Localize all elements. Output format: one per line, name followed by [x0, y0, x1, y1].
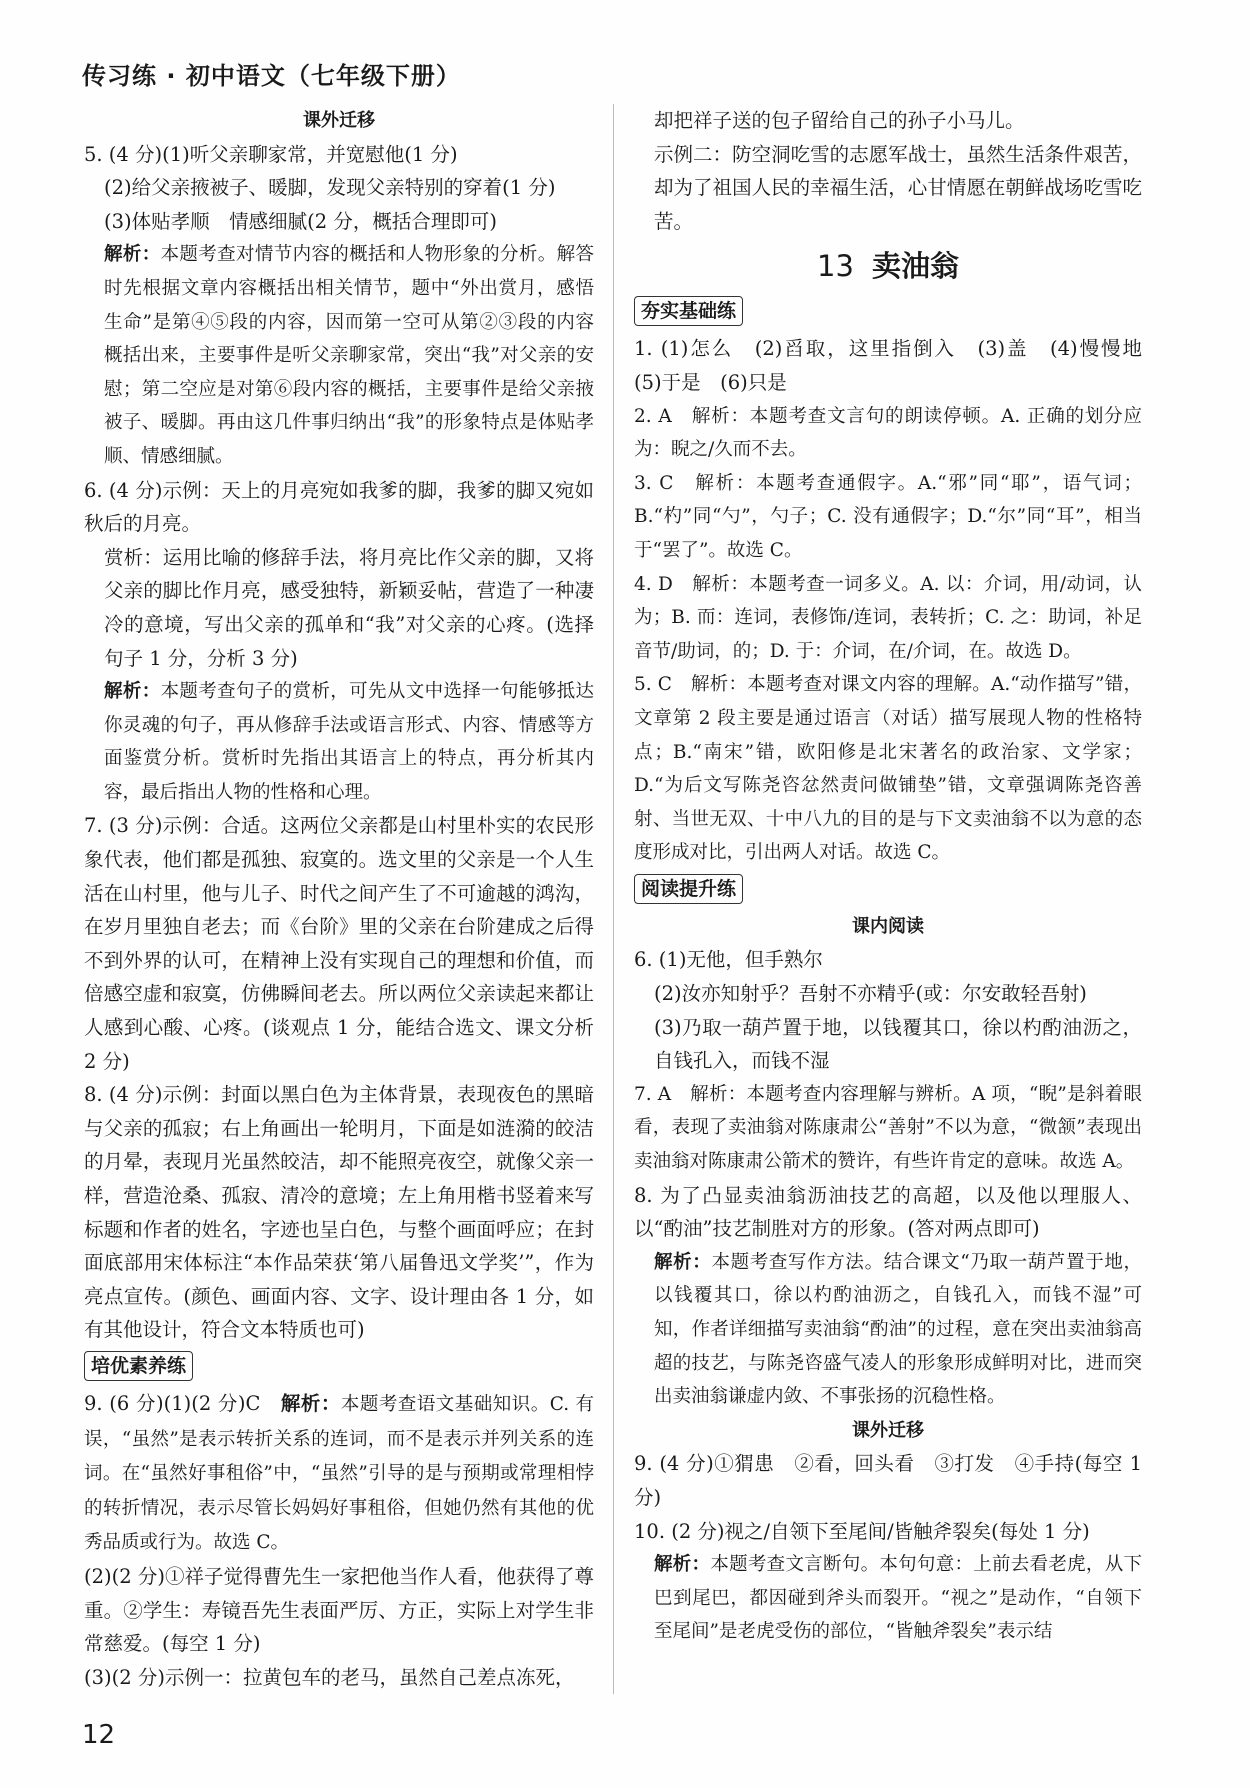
- q5-line2: (2)给父亲掖被子、暖脚，发现父亲特别的穿着(1 分): [104, 176, 556, 200]
- analysis-label: 解析：: [280, 1391, 341, 1415]
- analysis-label: 解析：: [104, 244, 161, 266]
- q9-cont2: 示例二：防空洞吃雪的志愿军战士，虽然生活条件艰苦，却为了祖国人民的幸福生活，心甘情愿在朝鲜战场吃雪吃苦。: [654, 142, 1142, 233]
- q6-analysis: [84, 675, 594, 809]
- q9-part2: (2)(2 分)①祥子觉得曹先生一家把他当作人看，他获得了尊重。②学生：寿镜吾先生表面严厉、方正，实际上对学生非常慈爱。(每空 1 分): [84, 1564, 594, 1656]
- q9-part1: [84, 1387, 594, 1560]
- analysis-text: 本题考查对情节内容的概括和人物形象的分析。解答时先根据文章内容概括出相关情节，题中“外出赏月，感悟生命”是第④⑤段的内容，因而第一空可从第②③段的内容概括出来，主要事件是听父亲聊家常，突出“我”对父亲的安慰；第二空应是对第⑥段内容的概括，主要事件是给父亲掖被子、暖脚。再由这几件事归纳出“我”的形象特点是体贴孝顺、情感细腻。: [104, 244, 594, 467]
- section-yuedu: 阅读提升练: [634, 874, 743, 904]
- q5-line3: (3)体贴孝顺 情感细腻(2 分，概括合理即可): [104, 209, 497, 233]
- q9-part3: (3)(2 分)示例一：拉黄包车的老马，虽然自己差点冻死，: [84, 1665, 575, 1689]
- left-column: [84, 104, 594, 1694]
- q9-answer: 9. (6 分)(1)(2 分)C: [84, 1391, 281, 1415]
- r-q4: 4. D 解析：本题考查一词多义。A. 以：介词，用/动词，认为；B. 而：连词，表修饰/连词，表转折；C. 之：助词，补足音节/助词，的；D. 于：介词，在/介词，在。故选 D。: [634, 573, 1142, 662]
- q9-cont1: 却把祥子送的包子留给自己的孙子小马儿。: [654, 109, 1025, 132]
- r-q6-1: 6. (1)无他，但手熟尔: [634, 948, 823, 972]
- analysis-label: 解析：: [104, 681, 161, 703]
- r-q6-3: (3)乃取一葫芦置于地，以钱覆其口，徐以杓酌油沥之，自钱孔入，而钱不湿: [654, 1015, 1142, 1073]
- q7-text: 7. (3 分)示例：合适。这两位父亲都是山村里朴实的农民形象代表，他们都是孤独、寂寞的。选文里的父亲是一个人生活在山村里，他与儿子、时代之间产生了不可逾越的鸿沟，在岁月里独自老去；而《台阶》里的父亲在台阶建成之后得不到外界的认可，在精神上没有实现自己的理想和价值，而倍感空虚和寂寞，仿佛瞬间老去。所以两位父亲读起来都让人感到心酸、心疼。(谈观点 1 分，能结合选文、课文分析 2 分): [84, 814, 594, 1073]
- r-q3: 3. C 解析：本题考查通假字。A.“邪”同“耶”，语气词；B.“杓”同“勺”，勺子；C. 没有通假字；D.“尔”同“耳”，相当于“罢了”。故选 C。: [634, 472, 1142, 561]
- r-q1: 1. (1)怎么 (2)舀取，这里指倒入 (3)盖 (4)慢慢地 (5)于是 (6)只是: [634, 337, 1162, 394]
- lesson-heading: [634, 244, 1142, 288]
- subheading-kenei: 课内阅读: [852, 915, 924, 937]
- page-number: 12: [82, 1720, 116, 1750]
- q5-line1: 5. (4 分)(1)听父亲聊家常，并宽慰他(1 分): [84, 142, 458, 166]
- lesson-title: 卖油翁: [871, 249, 959, 284]
- q5-analysis: [84, 238, 594, 473]
- analysis-text: 本题考查文言断句。本句句意：上前去看老虎，从下巴到尾巴，都因碰到斧头而裂开。“视之”是动作，“自领下至尾间”是老虎受伤的部位，“皆触斧裂矣”表示结: [654, 1554, 1142, 1643]
- r-q9: 9. (4 分)①猬患 ②看，回头看 ③打发 ④手持(每空 1 分): [634, 1452, 1142, 1509]
- subheading-kewai: 课外迁移: [303, 110, 375, 131]
- r-q6-2: (2)汝亦知射乎？吾射不亦精乎(或：尔安敢轻吾射): [654, 982, 1087, 1006]
- r-q7: 7. A 解析：本题考查内容理解与辨析。A 项，“睨”是斜着眼看，表现了卖油翁对陈康肃公“善射”不以为意，“微颔”表现出卖油翁对陈康肃公箭术的赞许，有些许肯定的意味。故选 A。: [634, 1083, 1142, 1173]
- page-header-title: 传习练 · 初中语文（七年级下册）: [82, 62, 461, 90]
- r-q5: 5. C 解析：本题考查对课文内容的理解。A.“动作描写”错，文章第 2 段主要是通过语言（对话）描写展现人物的性格特点；B.“南宋”错，欧阳修是北宋著名的政治家、文学家；D.“为后文写陈尧咨忿然责问做铺垫”错，文章强调陈尧咨善射、当世无双、十中八九的目的是与下文卖油翁不以为意的态度形成对比，引出两人对话。故选 C。: [634, 674, 1142, 864]
- analysis-label: 解析：: [654, 1554, 711, 1576]
- analysis-text: 本题考查语文基础知识。C. 有误，“虽然”是表示转折关系的连词，而不是表示并列关系的连词。在“虽然好事租俗”中，“虽然”引导的是与预期或常理相悖的转折情况，表示尽管长妈妈好事租俗，但她仍然有其他的优秀品质或行为。故选 C。: [84, 1393, 594, 1554]
- right-column: [634, 104, 1162, 1649]
- r-q8: 8. 为了凸显卖油翁沥油技艺的高超，以及他以理服人、以“酌油”技艺制胜对方的形象。(答对两点即可): [634, 1183, 1142, 1241]
- subheading-kewai-right: 课外迁移: [852, 1419, 924, 1441]
- analysis-label: 解析：: [654, 1251, 712, 1273]
- r-q10: 10. (2 分)视之/自领下至尾间/皆触斧裂矣(每处 1 分): [634, 1519, 1090, 1543]
- q6-line1: 6. (4 分)示例：天上的月亮宛如我爹的脚，我爹的脚又宛如秋后的月亮。: [84, 478, 594, 536]
- q6-appreciation: 赏析：运用比喻的修辞手法，将月亮比作父亲的脚，又将父亲的脚比作月亮，感受独特，新颖妥帖，营造了一种凄冷的意境，写出父亲的孤单和“我”对父亲的心疼。(选择句子 1 分，分析 3 分): [104, 545, 594, 670]
- analysis-text: 本题考查句子的赏析，可先从文中选择一句能够抵达你灵魂的句子，再从修辞手法或语言形式、内容、情感等方面鉴赏分析。赏析时先指出其语言上的特点，再分析其内容，最后指出人物的性格和心理。: [104, 681, 594, 803]
- section-hangshi: 夯实基础练: [634, 296, 743, 326]
- lesson-number: 13: [817, 249, 854, 284]
- r-q8-analysis: [634, 1246, 1142, 1414]
- r-q2: 2. A 解析：本题考查文言句的朗读停顿。A. 正确的划分应为：睨之/久而不去。: [634, 405, 1142, 461]
- r-q10-analysis: [634, 1548, 1142, 1649]
- q8-text: 8. (4 分)示例：封面以黑白色为主体背景，表现夜色的黑暗与父亲的孤寂；右上角画出一轮明月，下面是如涟漪的皎洁的月晕，表现月光虽然皎洁，却不能照亮夜空，就像父亲一样，营造沧桑、孤寂、清冷的意境；左上角用楷书竖着来写标题和作者的姓名，字迹也呈白色，与整个画面呼应；在封面底部用宋体标注“本作品荣获‘第八届鲁迅文学奖’”，作为亮点宣传。(颜色、画面内容、文字、设计理由各 1 分，如有其他设计，符合文本特质也可): [84, 1083, 594, 1342]
- column-divider: [613, 104, 614, 1694]
- analysis-text: 本题考查写作方法。结合课文“乃取一葫芦置于地，以钱覆其口，徐以杓酌油沥之，自钱孔入，而钱不湿”可知，作者详细描写卖油翁“酌油”的过程，意在突出卖油翁高超的技艺，与陈尧咨盛气凌人的形象形成鲜明对比，进而突出卖油翁谦虚内敛、不事张扬的沉稳性格。: [654, 1251, 1142, 1408]
- section-peiyou: 培优素养练: [84, 1351, 193, 1381]
